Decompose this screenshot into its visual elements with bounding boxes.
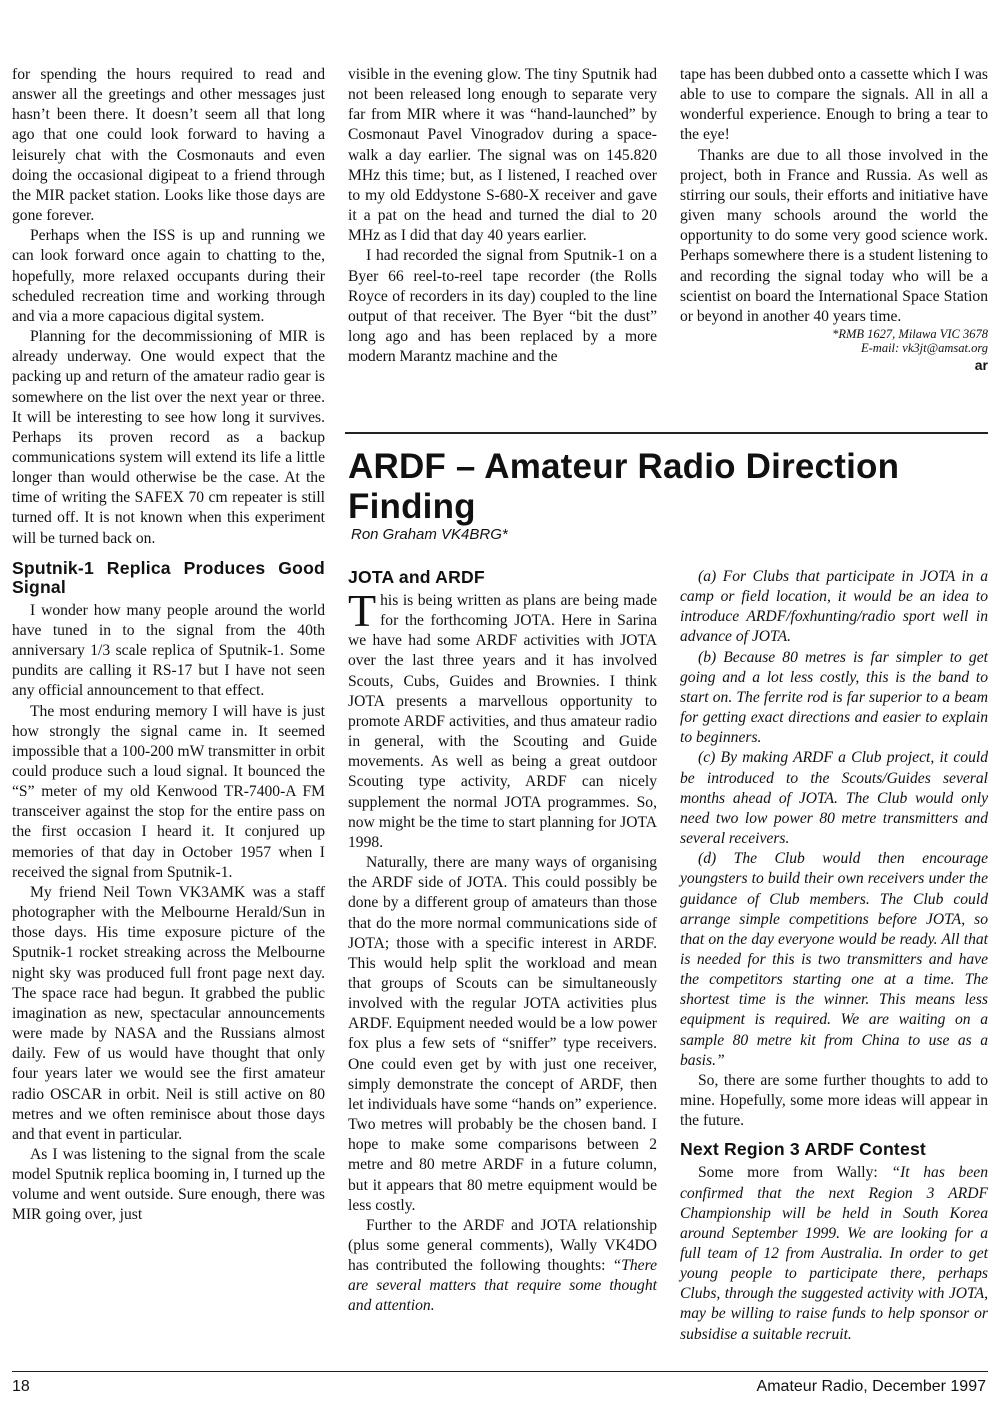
column-left	[12, 65, 325, 1226]
list-item: (c) By making ARDF a Club project, it could be introduced to the Scouts/Guides several months ahead of JOTA. The Club would only need two low power 80 metre transmitters and several receivers.	[680, 749, 988, 848]
article-divider	[345, 432, 988, 434]
column-right-top	[680, 65, 988, 375]
footer-rule	[12, 1371, 988, 1372]
list-item: (b) Because 80 metres is far simpler to get going and a lot less costly, this is the band to start on. The ferrite rod is far superior to a beam for getting exact directions and easier to explain to beginners.	[680, 648, 988, 747]
section-heading-sputnik: Sputnik-1 Replica Produces Good Signal	[12, 557, 325, 597]
paragraph: Naturally, there are many ways of organising the ARDF side of JOTA. This could possibly be done by a different group of amateurs than those that do the more normal communications side of JOTA; those with a specific interest in ARDF. This would help split the workload and mean that groups of Scouts can be simultaneously involved with the regular JOTA activities plus ARDF. Equipment needed would be a low power fox plus a few sets of “sniffer” type receivers. One could even get by with just one receiver, simply demonstrate the concept of ARDF, then let individuals have some “hands on” experience. Two metres will probably be the chosen band. I hope to make some comparisons between 2 metre and 80 metre ARDF in a future column, but it appears that 80 metre equipment would be less costly.	[348, 854, 657, 1214]
paragraph: I had recorded the signal from Sputnik-1 on a Byer 66 reel-to-reel tape recorder (the Rolls Royce of recorders in its day) coupled to the line output of that receiver. The Byer “bit the dust” long ago and has been replaced by a more modern Marantz machine and the	[348, 247, 657, 366]
paragraph: for spending the hours required to read and answer all the greetings and other messages just hasn’t been there. It doesn’t seem all that long ago that one could look forward to having a leisurely chat with the Cosmonauts and even doing the occasional digipeat to a friend through the MIR packet station. Looks like those days are gone forever.	[12, 66, 325, 225]
drop-cap: T	[348, 585, 377, 636]
paragraph: Perhaps when the ISS is up and running we can look forward once again to chatting to the, hopefully, more relaxed occupants during their scheduled recreation time and working through and via a more capacious digital system.	[12, 227, 325, 325]
paragraph: I wonder how many people around the world have tuned in to the signal from the 40th anniversary 1/3 scale replica of Sputnik-1. Some pundits are calling it RS-17 but I have not seen any official announcement to that effect.	[12, 601, 325, 700]
page-number: 18	[12, 1378, 30, 1395]
paragraph: This is being written as plans are being made for the forthcoming JOTA. Here in Sarina we have had some ARDF activities with JOTA over the last three years and it has involved Scouts, Cubs, Guides and Brownies. I think JOTA presents a marvellous opportunity to promote ARDF activities, and thus amateur radio in general, with the Scouting and Guide movements. As well as being a great outdoor Scouting type activity, ARDF can nicely supplement the normal JOTA programmes. So, now might be the time to start planning for JOTA 1998.	[348, 585, 657, 851]
paragraph: Some more from Wally: “It has been confirmed that the next Region 3 ARDF Championship will be held in South Korea around September 1999. We are looking for a full team of 12 from Australia. In order to get young people to participate there, perhaps Clubs, through the suggested activity with JOTA, may be willing to raise funds to help sponsor or subsidise a suitable recruit.	[680, 1164, 988, 1343]
publication-footer: Amateur Radio, December 1997	[756, 1378, 986, 1395]
column-right-bottom	[680, 567, 988, 1345]
paragraph: Thanks are due to all those involved in the project, both in France and Russia. As well as stirring our souls, their efforts and initiative have given many schools around the world the opportunity to do some very good science work. Perhaps somewhere there is a student listening to and recording the signal today who will be a scientist on board the International Space Station or beyond in another 40 years time.	[680, 146, 988, 325]
author-address: *RMB 1627, Milawa VIC 3678	[832, 327, 988, 342]
section-heading-region3: Next Region 3 ARDF Contest	[680, 1139, 926, 1160]
article-byline: Ron Graham VK4BRG*	[351, 526, 508, 543]
list-item: (d) The Club would then encourage youngsters to build their own receivers under the guidance of Club members. The Club could arrange simple competitions before JOTA, so that on the day everyone would be ready. All that is needed for this is two transmitters and have the competitors starting one at a time. The shortest time is the winner. This means less equipment is required. We are waiting on a sample 80 metre kit from China to use as a basis.”	[680, 850, 988, 1069]
article-title: ARDF – Amateur Radio Direction Finding	[348, 447, 900, 526]
paragraph: Further to the ARDF and JOTA relationship (plus some general comments), Wally VK4DO has contributed the following thoughts: “There are several matters that require some thought and attention.	[348, 1216, 657, 1315]
paragraph: So, there are some further thoughts to add to mine. Hopefully, some more ideas will appear in the future.	[680, 1071, 988, 1130]
list-item: (a) For Clubs that participate in JOTA in a camp or field location, it would be an idea to introduce ARDF/foxhunting/radio sport well in advance of JOTA.	[680, 568, 988, 646]
paragraph: tape has been dubbed onto a cassette which I was able to use to compare the signals. All in all a wonderful experience. Enough to bring a tear to the eye!	[680, 66, 988, 144]
column-middle-bottom	[348, 568, 657, 1317]
paragraph: Planning for the decommissioning of MIR is already underway. One would expect that the packing up and return of the amateur radio gear is somewhere on the list over the next year or three. It will be interesting to see how long it survives. Perhaps its proven record as a backup communications system will extend its life a little longer than would otherwise be the case. At the time of writing the SAFEX 70 cm repeater is still turned off. It is not known when this experiment will be turned back on.	[12, 328, 325, 547]
author-email: E-mail: vk3jt@amsat.org	[861, 341, 988, 356]
paragraph: As I was listening to the signal from the scale model Sputnik replica booming in, I turned up the volume and went outside. Sure enough, there was MIR going over, just	[12, 1145, 325, 1224]
column-middle-top	[348, 65, 657, 367]
paragraph: visible in the evening glow. The tiny Sputnik had not been released long enough to separate very far from MIR where it was “hand-launched” by Cosmonaut Pavel Vinogradov during a space-walk a day earlier. The signal was on 145.820 MHz this time; but, as I listened, I reached over to my old Eddystone S-680-X receiver and gave it a pat on the head and turned the dial to 20 MHz as I did that day 40 years earlier.	[348, 66, 657, 245]
end-mark: ar	[974, 357, 988, 374]
paragraph: The most enduring memory I will have is just how strongly the signal came in. It seemed impossible that a 100-200 mW transmitter in orbit could produce such a loud signal. It bounced the “S” meter of my old Kenwood TR-7400-A FM transceiver against the stop for the entire pass on the first occasion I heard it. It conjured up memories of that day in October 1957 when I received the signal from Sputnik-1.	[12, 702, 325, 881]
paragraph: My friend Neil Town VK3AMK was a staff photographer with the Melbourne Herald/Sun in those days. His time exposure picture of the Sputnik-1 rocket streaking across the Melbourne night sky was produced full front page next day. The space race had begun. It grabbed the public imagination as new, spectacular announcements were made by NASA and the Russians almost daily. Few of us would have thought that only four years later we would see the first amateur radio OSCAR in orbit. Neil is still active on 80 metres and we often reminisce about those days and that event in particular.	[12, 883, 325, 1143]
section-heading-jota: JOTA and ARDF	[348, 567, 485, 587]
